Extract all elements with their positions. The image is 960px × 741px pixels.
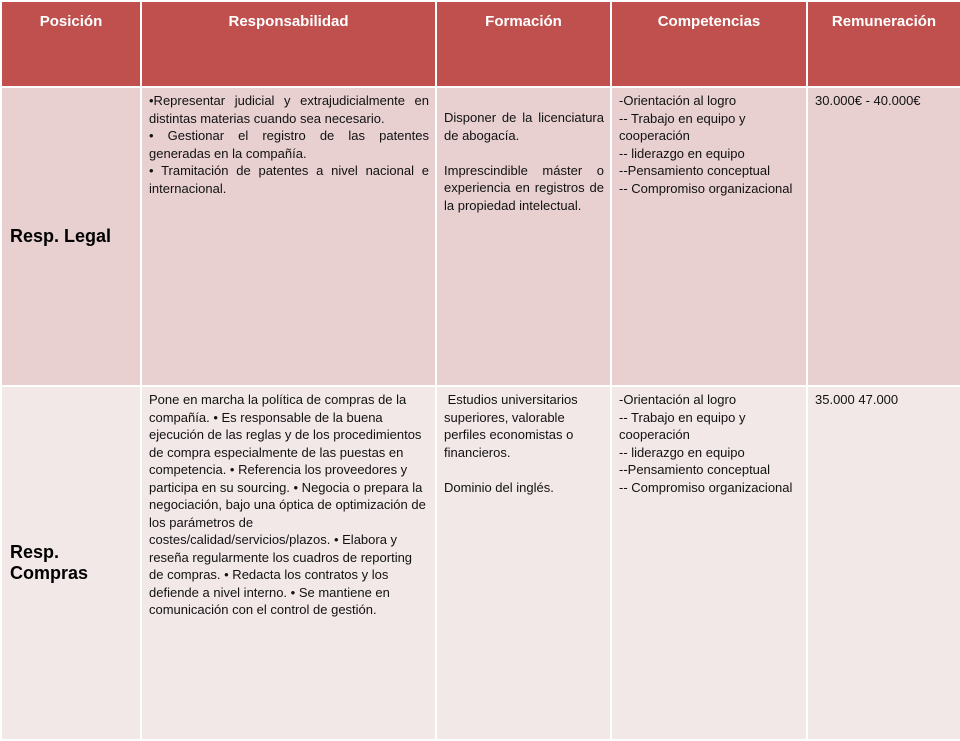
paragraph-gap (444, 461, 604, 479)
salary-cell: 35.000 47.000 (807, 386, 960, 740)
training-cell (436, 386, 611, 740)
training-item: Estudios universitarios superiores, valorable perfiles economistas o financieros. (444, 392, 582, 460)
responsibility-item: • Tramitación de patentes a nivel nacional e internacional. (149, 163, 429, 196)
responsibility-cell (141, 87, 436, 386)
competency-item: -- liderazgo en equipo (619, 444, 745, 460)
paragraph-gap (444, 144, 604, 162)
responsibility-item: •Representar judicial y extrajudicialmente en distintas materias cuando sea necesario. (149, 93, 429, 126)
competency-item: -- Trabajo en equipo y cooperación (619, 409, 746, 442)
responsibility-item: Pone en marcha la política de compras de la compañía. • Es responsable de la buena ejecución de las reglas y de los procedimientos de compra especialmente de las puestas en competencia. • Referencia los proveedores y participa en su sourcing. • Negocia o prepara la negociación, bajo una óptica de optimización de los parámetros de costes/calidad/servicios/plazos. • Elabora y reseña regularmente los cuadros de reporting de compras. • Redacta los contratos y los defiende a nivel interno. • Se mantiene en comunicación con el control de gestión. (149, 392, 426, 617)
competency-item: -- Trabajo en equipo y cooperación (619, 110, 746, 143)
salary-cell: 30.000€ - 40.000€ (807, 87, 960, 386)
position-cell: Resp. Compras (1, 386, 141, 740)
competencies-cell (611, 386, 807, 740)
competency-item: -- liderazgo en equipo (619, 145, 745, 161)
header-formacion: Formación (436, 1, 611, 87)
header-competencias: Competencias (611, 1, 807, 87)
training-item: Disponer de la licenciatura de abogacía. (444, 110, 604, 143)
competency-item: -Orientación al logro (619, 392, 737, 407)
training-item: Dominio del inglés. (444, 479, 554, 495)
header-remuneracion: Remuneración (807, 1, 960, 87)
competency-item: --Pensamiento conceptual (619, 462, 771, 477)
training-cell (436, 87, 611, 386)
table-row (1, 386, 960, 740)
competencies-cell (611, 87, 807, 386)
responsibility-item: • Gestionar el registro de las patentes generadas en la compañía. (149, 128, 429, 161)
header-posicion: Posición (1, 1, 141, 87)
responsibility-cell (141, 386, 436, 740)
competency-item: --Pensamiento conceptual (619, 163, 771, 178)
table-header-row (1, 1, 960, 87)
competency-item: -- Compromiso organizacional (619, 479, 793, 495)
competency-item: -- Compromiso organizacional (619, 180, 793, 196)
position-cell: Resp. Legal (1, 87, 141, 386)
header-responsabilidad: Responsabilidad (141, 1, 436, 87)
training-item: Imprescindible máster o experiencia en registros de la propiedad intelectual. (444, 162, 604, 213)
table-row (1, 87, 960, 386)
competency-item: -Orientación al logro (619, 93, 737, 108)
